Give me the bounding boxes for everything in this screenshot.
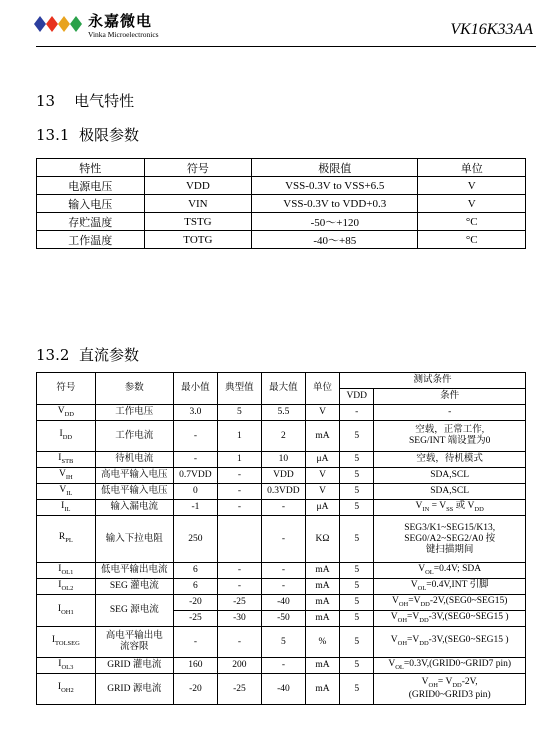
cell-param: 输入下拉电阻	[95, 516, 173, 563]
section-13-1-heading	[36, 124, 139, 145]
cell-unit: V	[418, 177, 526, 195]
table-row	[37, 516, 526, 563]
cell-symbol: TSTG	[144, 213, 252, 231]
header-feature: 特性	[37, 159, 145, 177]
cell-unit: mA	[305, 611, 339, 627]
model-number: VK16K33AA	[450, 21, 533, 38]
cell-param: 低电平输出电流	[95, 563, 173, 579]
header-typ: 典型值	[217, 373, 261, 405]
cell-min: 0.7VDD	[173, 468, 217, 484]
table-header-row	[37, 159, 526, 177]
cell-max: 10	[261, 452, 305, 468]
section-title: 直流参数	[78, 346, 139, 364]
cell-vdd: 5	[340, 563, 374, 579]
section-13-2-heading	[36, 344, 139, 365]
cell-symbol: $V_{DD}$	[37, 405, 96, 421]
table-row	[37, 177, 526, 195]
header-vdd: VDD	[340, 389, 374, 405]
cell-cond: $V_{IN} = V_{SS}$ 或 $V_{DD}$	[374, 500, 526, 516]
cell-unit: mA	[305, 579, 339, 595]
table-row	[37, 674, 526, 705]
cell-symbol: $I_{OL1}$	[37, 563, 96, 579]
cell-symbol: $I_{OH2}$	[37, 674, 96, 705]
cell-symbol: VDD	[144, 177, 252, 195]
table-row	[37, 195, 526, 213]
cell-param: SEG 灌电流	[95, 579, 173, 595]
header-min: 最小值	[173, 373, 217, 405]
table-row	[37, 468, 526, 484]
vinka-logo-icon	[34, 14, 84, 34]
table-row	[37, 579, 526, 595]
cell-unit: mA	[305, 563, 339, 579]
cell-limit: -50～+120	[252, 213, 418, 231]
cell-unit: %	[305, 627, 339, 658]
cell-typ: -	[217, 468, 261, 484]
cell-vdd: 5	[340, 579, 374, 595]
cell-symbol: TOTG	[144, 231, 252, 249]
table-row	[37, 484, 526, 500]
cell-param: 工作电流	[95, 421, 173, 452]
cell-vdd: 5	[340, 452, 374, 468]
cell-cond: 空载，正常工作, SEG/INT 端设置为0	[374, 421, 526, 452]
cell-cond: $V_{OL}=0.4V$; SDA	[374, 563, 526, 579]
cell-max: 0.3VDD	[261, 484, 305, 500]
table-row	[37, 405, 526, 421]
cell-min: 160	[173, 658, 217, 674]
cell-max: -	[261, 563, 305, 579]
cell-unit: mA	[305, 674, 339, 705]
cell-max: 2	[261, 421, 305, 452]
header-conditions: 条件	[374, 389, 526, 405]
brand-name-en: Vinka Microelectronics	[88, 30, 159, 39]
cell-vdd: -	[340, 405, 374, 421]
header-param: 参数	[95, 373, 173, 405]
header-divider	[36, 46, 536, 47]
table-row	[37, 563, 526, 579]
cell-typ: -	[217, 484, 261, 500]
cell-max: 5.5	[261, 405, 305, 421]
header-limit: 极限值	[252, 159, 418, 177]
cell-cond: SDA,SCL	[374, 484, 526, 500]
cell-unit: V	[305, 405, 339, 421]
cell-symbol: $I_{OH1}$	[37, 595, 96, 627]
cell-max: -	[261, 500, 305, 516]
cell-param: 高电平输入电压	[95, 468, 173, 484]
cell-unit: V	[305, 468, 339, 484]
dc-parameters-table	[36, 372, 526, 705]
cell-max: -	[261, 579, 305, 595]
cell-unit: mA	[305, 421, 339, 452]
cell-feature: 输入电压	[37, 195, 145, 213]
table-row	[37, 658, 526, 674]
section-title: 电气特性	[74, 92, 135, 110]
header-symbol: 符号	[37, 373, 96, 405]
cell-typ: -	[217, 579, 261, 595]
cell-vdd: 5	[340, 595, 374, 611]
cell-typ: -25	[217, 595, 261, 611]
cell-typ: 200	[217, 658, 261, 674]
cell-symbol: VIN	[144, 195, 252, 213]
cell-vdd: 5	[340, 611, 374, 627]
cell-min: -	[173, 421, 217, 452]
cell-unit: mA	[305, 658, 339, 674]
cell-typ: -	[217, 500, 261, 516]
table-row	[37, 595, 526, 611]
cell-limit: VSS-0.3V to VDD+0.3	[252, 195, 418, 213]
cell-min: 6	[173, 563, 217, 579]
cell-vdd: 5	[340, 516, 374, 563]
cell-min: -	[173, 627, 217, 658]
cell-symbol: $V_{IH}$	[37, 468, 96, 484]
cell-typ: -30	[217, 611, 261, 627]
table-row	[37, 452, 526, 468]
cell-unit: °C	[418, 213, 526, 231]
cell-typ: 5	[217, 405, 261, 421]
cell-cond: $V_{OL}=0.4V,INT$ 引脚	[374, 579, 526, 595]
cell-symbol: $I_{IL}$	[37, 500, 96, 516]
cell-typ: -	[217, 563, 261, 579]
cell-feature: 电源电压	[37, 177, 145, 195]
cell-limit: VSS-0.3V to VSS+6.5	[252, 177, 418, 195]
cell-symbol: $I_{OL3}$	[37, 658, 96, 674]
cell-cond: $V_{OH}=V_{DD}-3V,(SEG0\sim SEG15$ )	[374, 611, 526, 627]
cell-max: 5	[261, 627, 305, 658]
cell-param: GRID 源电流	[95, 674, 173, 705]
cell-unit: V	[418, 195, 526, 213]
cell-param: SEG 源电流	[95, 595, 173, 627]
cell-typ: 1	[217, 421, 261, 452]
cell-typ	[217, 516, 261, 563]
table-row	[37, 213, 526, 231]
cell-symbol: $R_{PL}$	[37, 516, 96, 563]
table-row	[37, 231, 526, 249]
cell-unit: KΩ	[305, 516, 339, 563]
cell-param: 待机电流	[95, 452, 173, 468]
cell-cond: $V_{OH}=V_{DD}-2V,(SEG0\sim SEG15)$	[374, 595, 526, 611]
cell-max: VDD	[261, 468, 305, 484]
cell-param: 工作电压	[95, 405, 173, 421]
cell-symbol: $I_{TOLSEG}$	[37, 627, 96, 658]
cell-typ: 1	[217, 452, 261, 468]
cell-vdd: 5	[340, 658, 374, 674]
cell-vdd: 5	[340, 468, 374, 484]
cell-feature: 工作温度	[37, 231, 145, 249]
cell-cond: $V_{OL}=0.3V,(GRID0\sim GRID7$ pin)	[374, 658, 526, 674]
cell-cond: SDA,SCL	[374, 468, 526, 484]
cell-cond: -	[374, 405, 526, 421]
cell-min: -	[173, 452, 217, 468]
cell-cond: $V_{OH}=V_{DD}-3V,(SEG0\sim SEG15$ )	[374, 627, 526, 658]
cell-param: 高电平输出电 流容限	[95, 627, 173, 658]
table-header-row	[37, 373, 526, 389]
section-number: 13.1	[36, 126, 70, 144]
brand-name-cn: 永嘉微电	[88, 12, 153, 30]
cell-symbol: $I_{STB}$	[37, 452, 96, 468]
cell-vdd: 5	[340, 674, 374, 705]
cell-min: 0	[173, 484, 217, 500]
table-row	[37, 500, 526, 516]
cell-symbol: $I_{DD}$	[37, 421, 96, 452]
cell-cond: $V_{OH}= V_{DD}-2V$, (GRID0~GRID3 pin)	[374, 674, 526, 705]
cell-max: -	[261, 516, 305, 563]
section-13-heading	[36, 90, 134, 111]
cell-unit: V	[305, 484, 339, 500]
cell-vdd: 5	[340, 484, 374, 500]
cell-limit: -40～+85	[252, 231, 418, 249]
cell-unit: mA	[305, 595, 339, 611]
header-symbol: 符号	[144, 159, 252, 177]
cell-symbol: $V_{IL}$	[37, 484, 96, 500]
section-number: 13.2	[36, 346, 70, 364]
cell-vdd: 5	[340, 500, 374, 516]
cell-max: -40	[261, 674, 305, 705]
cell-unit: °C	[418, 231, 526, 249]
header-unit: 单位	[305, 373, 339, 405]
cell-max: -50	[261, 611, 305, 627]
logo-diamond-blue	[34, 16, 46, 32]
cell-min: -20	[173, 674, 217, 705]
section-number: 13	[36, 92, 56, 110]
cell-min: -1	[173, 500, 217, 516]
cell-typ: -	[217, 627, 261, 658]
cell-feature: 存贮温度	[37, 213, 145, 231]
cell-symbol: $I_{OL2}$	[37, 579, 96, 595]
cell-min: 250	[173, 516, 217, 563]
cell-param: 输入漏电流	[95, 500, 173, 516]
cell-vdd: 5	[340, 627, 374, 658]
cell-unit: μA	[305, 500, 339, 516]
cell-unit: μA	[305, 452, 339, 468]
cell-min: -20	[173, 595, 217, 611]
cell-cond: SEG3/K1~SEG15/K13, SEG0/A2~SEG2/A0 按 键扫描期间	[374, 516, 526, 563]
cell-min: -25	[173, 611, 217, 627]
cell-cond: 空载，待机模式	[374, 452, 526, 468]
cell-typ: -25	[217, 674, 261, 705]
cell-max: -40	[261, 595, 305, 611]
cell-param: GRID 灌电流	[95, 658, 173, 674]
cell-param: 低电平输入电压	[95, 484, 173, 500]
header-max: 最大值	[261, 373, 305, 405]
section-title: 极限参数	[78, 126, 139, 144]
logo-diamond-red	[46, 16, 58, 32]
header-unit: 单位	[418, 159, 526, 177]
cell-min: 3.0	[173, 405, 217, 421]
table-row	[37, 421, 526, 452]
cell-min: 6	[173, 579, 217, 595]
logo-diamond-orange	[58, 16, 70, 32]
absolute-max-ratings-table	[36, 158, 526, 249]
logo-diamond-green	[70, 16, 82, 32]
cell-max: -	[261, 658, 305, 674]
table-row	[37, 627, 526, 658]
header-test-conditions: 测试条件	[340, 373, 526, 389]
page-header	[0, 0, 555, 52]
cell-vdd: 5	[340, 421, 374, 452]
